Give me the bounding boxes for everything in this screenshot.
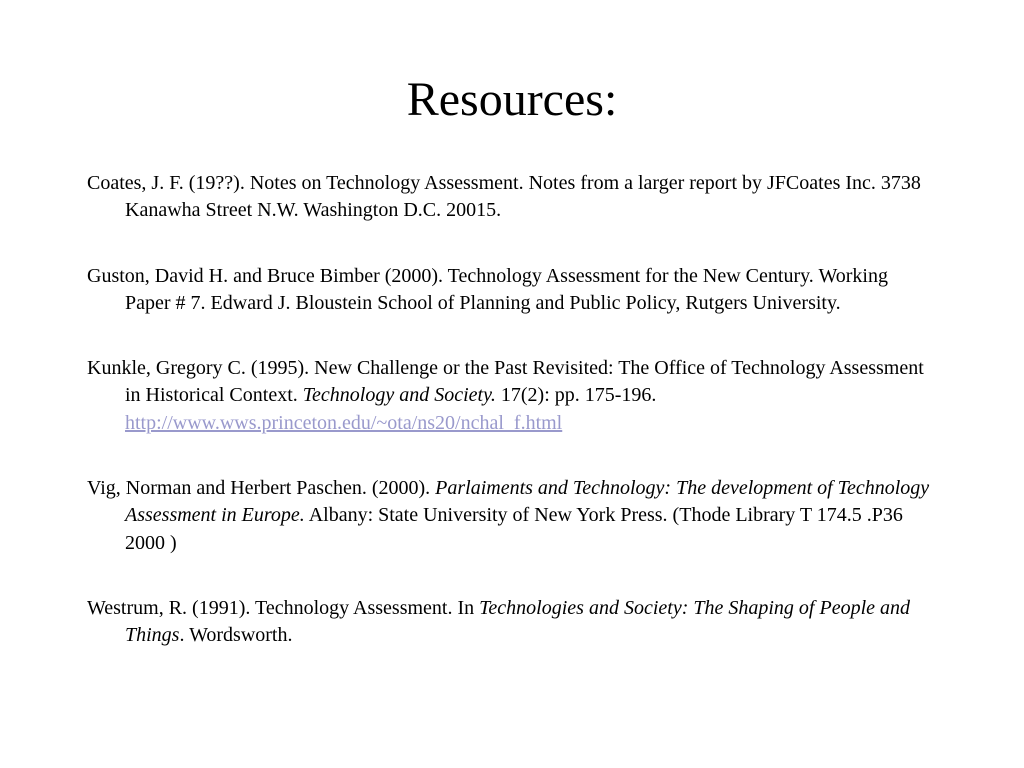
reference-westrum xyxy=(87,595,937,650)
reference-book-title: Technologies and Society: The Shaping of People and Things xyxy=(125,596,910,647)
reference-vig xyxy=(87,475,937,557)
reference-kunkle xyxy=(87,355,937,437)
reference-text: Kunkle, Gregory C. (1995). New Challenge or the Past Revisited: The Office of Technology Assessment in Historical Context. xyxy=(87,357,924,407)
reference-book-title: Parlaiments and Technology: The development of Technology Assessment in Europe. xyxy=(125,477,930,527)
reference-coates xyxy=(87,170,937,225)
reference-list xyxy=(87,170,937,688)
reference-guston xyxy=(87,263,937,318)
reference-url-link[interactable]: http://www.wws.princeton.edu/~ota/ns20/nchal_f.html xyxy=(125,411,563,434)
slide-title: Resources: xyxy=(406,73,618,126)
reference-text: 17(2): pp. 175-196. xyxy=(495,384,657,407)
reference-text: Vig, Norman and Herbert Paschen. (2000). xyxy=(87,477,436,500)
reference-text: Guston, David H. and Bruce Bimber (2000). Technology Assessment for the New Century. Working Paper # 7. Edward J. Bloustein School of Planning and Public Policy, Rutgers University. xyxy=(87,264,888,314)
reference-journal-title: Technology and Society. xyxy=(302,384,496,407)
reference-text: Westrum, R. (1991). Technology Assessment. In xyxy=(87,596,480,619)
reference-text: . Wordsworth. xyxy=(179,624,293,647)
reference-text: Coates, J. F. (19??). Notes on Technology Assessment. Notes from a larger report by JFCoates Inc. 3738 Kanawha Street N.W. Washington D.C. 20015. xyxy=(87,172,921,222)
reference-text: Albany: State University of New York Press. (Thode Library T 174.5 .P36 2000 ) xyxy=(125,504,903,554)
